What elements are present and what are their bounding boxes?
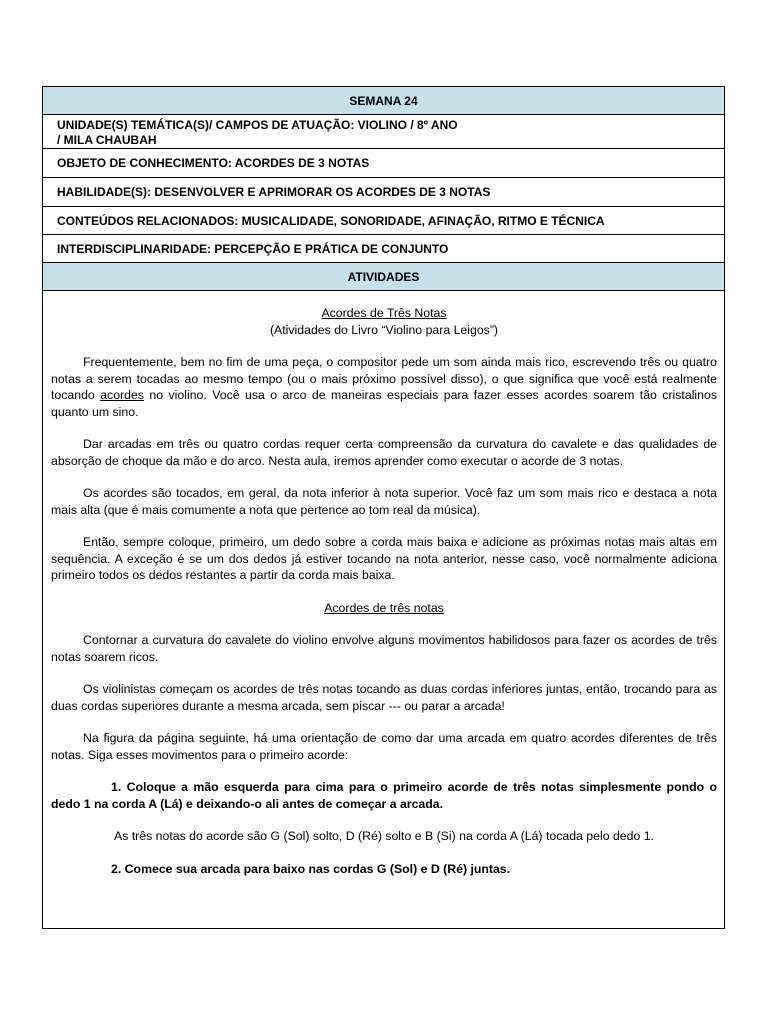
activities-header [43, 263, 724, 291]
paragraph-4: Então, sempre coloque, primeiro, um dedo sobre a corda mais baixa e adicione as próximas notas mais altas em sequência. A exceção é se um dos dedos já estiver tocando na nota anterior, nesse caso, você normalmente adiciona primeiro todos os dedos restantes a partir da corda mais baixa. [51, 535, 717, 582]
paragraph-1: Frequentemente, bem no fim de uma peça, o compositor pede um som ainda mais rico, escrevendo três ou quatro notas a serem tocadas ao mesmo tempo (ou o mais próximo possível disso), o que significa que você está realmente tocando acordes no violino. Você usa o arco de maneiras especiais para fazer esses acordes soarem tão cristalinos quanto um sino. [51, 355, 717, 419]
paragraph-3: Os acordes são tocados, em geral, da nota inferior à nota superior. Você faz um som mais rico e destaca a nota mais alta (que é mais comumente a nota que pertence ao tom real da música). [51, 486, 717, 517]
object-label: OBJETO DE CONHECIMENTO: ACORDES DE 3 NOTAS [57, 156, 370, 170]
unit-line-1: UNIDADE(S) TEMÁTICA(S)/ CAMPOS DE ATUAÇÃO: VIOLINO / 8º ANO [57, 118, 458, 132]
section-subtitle: (Atividades do Livro “Violino para Leigos”) [269, 322, 499, 337]
paragraph-2: Dar arcadas em três ou quatro cordas requer certa compreensão da curvatura do cavalete e das qualidades de absorção de choque da mão e do arco. Nesta aula, iremos aprender como executar o acorde de 3 notas. [51, 437, 717, 468]
unit-line-2: / MILA CHAUBAH [57, 133, 157, 147]
skill-label: HABILIDADE(S): DESENVOLVER E APRIMORAR OS ACORDES DE 3 NOTAS [57, 185, 491, 199]
unit-row [43, 115, 724, 149]
step-2: 2. Comece sua arcada para baixo nas cordas G (Sol) e D (Ré) juntas. [111, 861, 511, 876]
week-header [43, 87, 724, 115]
interdisciplinary-row [43, 235, 724, 263]
contents-label: CONTEÚDOS RELACIONADOS: MUSICALIDADE, SONORIDADE, AFINAÇÃO, RITMO E TÉCNICA [57, 213, 605, 228]
paragraph-5: Contornar a curvatura do cavalete do violino envolve alguns movimentos habilidosos para fazer os acordes de três notas soarem ricos. [51, 633, 717, 664]
keyword-acordes: acordes [100, 388, 144, 402]
activities-label: ATIVIDADES [347, 269, 420, 284]
step-1: 1. Coloque a mão esquerda para cima para o primeiro acorde de três notas simplesmente pondo o dedo 1 na corda A (Lá) e deixando-o ali antes de começar a arcada. [51, 780, 717, 811]
week-label: SEMANA 24 [349, 93, 418, 108]
interdisciplinary-label: INTERDISCIPLINARIDADE: PERCEPÇÃO E PRÁTICA DE CONJUNTO [57, 241, 449, 256]
section-title: Acordes de Três Notas [321, 306, 447, 320]
lesson-sheet [42, 86, 725, 929]
step-1-note: As três notas do acorde são G (Sol) solto, D (Ré) solto e B (Si) na corda A (Lá) tocada pelo dedo 1. [114, 829, 654, 843]
paragraph-7: Na figura da página seguinte, há uma orientação de como dar uma arcada em quatro acordes diferentes de três notas. Siga esses movimentos para o primeiro acorde: [51, 731, 717, 762]
contents-row [43, 207, 724, 235]
activity-content [43, 291, 724, 928]
skill-row [43, 178, 724, 207]
object-row [43, 149, 724, 178]
section-2-title: Acordes de três notas [324, 600, 444, 615]
paragraph-6: Os violinistas começam os acordes de três notas tocando as duas cordas inferiores juntas, então, trocando para as duas cordas superiores durante a mesma arcada, sem piscar --- ou parar a arcada! [51, 682, 717, 713]
